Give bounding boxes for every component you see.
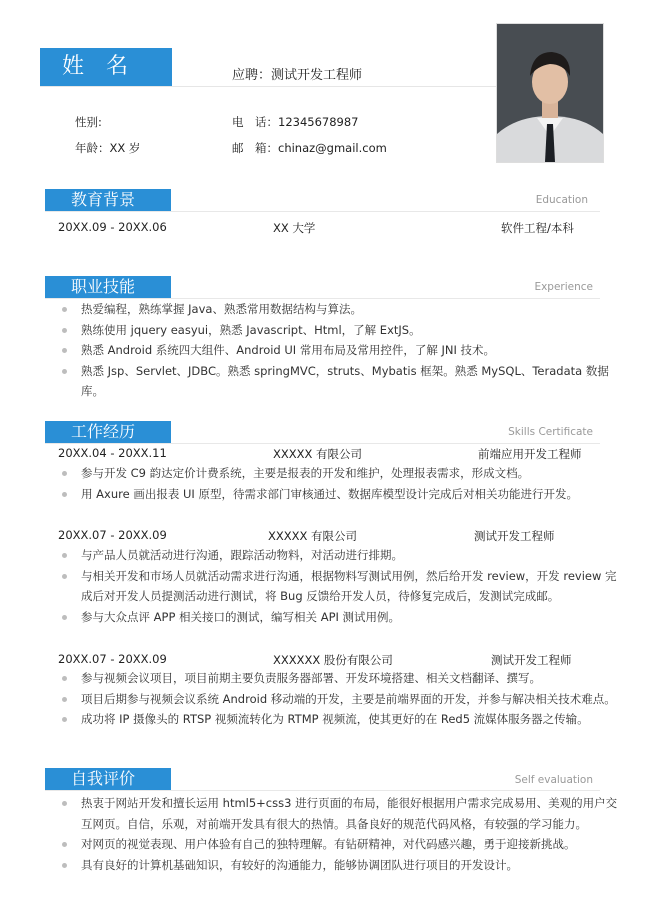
name-banner: [40, 48, 172, 86]
work-divider: [45, 443, 600, 444]
job-role: 测试开发工程师: [474, 529, 555, 543]
self-eval-heading-en: Self evaluation: [514, 774, 593, 786]
job-role: 前端应用开发工程师: [478, 447, 582, 461]
list-item: 成功将 IP 摄像头的 RTSP 视频流转化为 RTMP 视频流，使其更好的在 Red5 流媒体服务器之传输。: [58, 709, 618, 730]
list-item: 熟悉 Jsp、Servlet、JDBC。熟悉 springMVC，struts、Mybatis 框架。熟悉 MySQL、Teradata 数据库。: [58, 361, 618, 402]
list-item: 与产品人员就活动进行沟通，跟踪活动物料，对活动进行排期。: [58, 545, 618, 566]
list-item: 参与视频会议项目，项目前期主要负责服务器部署、开发环境搭建、相关文档翻译、撰写。: [58, 668, 618, 689]
gender-field: 性别:: [75, 115, 102, 129]
list-item: 熟练使用 jquery easyui，熟悉 Javascript、Html，了解 ExtJS。: [58, 320, 618, 341]
education-school: XX 大学: [273, 221, 316, 235]
skills-list: [58, 299, 618, 402]
list-item: 具有良好的计算机基础知识，有较好的沟通能力，能够协调团队进行项目的开发设计。: [58, 855, 618, 876]
email-field: 邮 箱：chinaz@gmail.com: [232, 141, 387, 155]
job-company: XXXXX 有限公司: [268, 529, 358, 543]
profile-photo: [496, 23, 604, 163]
name-text: 姓名: [61, 54, 150, 79]
list-item: 项目后期参与视频会议系统 Android 移动端的开发，主要是前端界面的开发，并参与解决相关技术难点。: [58, 689, 618, 710]
job-company: XXXXXX 股份有限公司: [273, 653, 393, 667]
self-eval-divider: [45, 790, 600, 791]
phone-field: 电 话：12345678987: [232, 115, 359, 129]
self-eval-heading: 自我评价: [45, 768, 171, 790]
list-item: 热衷于网站开发和擅长运用 html5+css3 进行页面的布局，能很好根据用户需求完成易用、美观的用户交互网页。自信，乐观，对前端开发具有很大的热情。具备良好的规范代码风格，有较强的学习能力。: [58, 793, 618, 834]
work-heading: 工作经历: [45, 421, 171, 443]
list-item: 参与开发 C9 韵达定价计费系统，主要是报表的开发和维护，处理报表需求，形成文档。: [58, 463, 618, 484]
work-heading-en: Skills Certificate: [508, 426, 593, 438]
education-period: 20XX.09 - 20XX.06: [58, 220, 167, 234]
education-heading: 教育背景: [45, 189, 171, 211]
education-major: 软件工程/本科: [501, 221, 574, 235]
job-role: 测试开发工程师: [491, 653, 572, 667]
list-item: 用 Axure 画出报表 UI 原型，待需求部门审核通过、数据库模型设计完成后对相关功能进行开发。: [58, 484, 618, 505]
header-divider: [40, 86, 502, 87]
education-divider: [45, 211, 600, 212]
skills-heading-en: Experience: [534, 281, 593, 293]
list-item: 参与大众点评 APP 相关接口的测试，编写相关 API 测试用例。: [58, 607, 618, 628]
list-item: 对网页的视觉表现、用户体验有自己的独特理解。有钻研精神，对代码感兴趣，勇于迎接新挑战。: [58, 834, 618, 855]
job-duties: [58, 668, 618, 730]
skills-heading: 职业技能: [45, 276, 171, 298]
job-period: 20XX.07 - 20XX.09: [58, 652, 167, 666]
job-company: XXXXX 有限公司: [273, 447, 363, 461]
self-eval-list: [58, 793, 618, 875]
job-objective: 应聘：测试开发工程师: [232, 68, 363, 83]
job-period: 20XX.07 - 20XX.09: [58, 528, 167, 542]
list-item: 热爱编程，熟练掌握 Java、熟悉常用数据结构与算法。: [58, 299, 618, 320]
education-heading-en: Education: [535, 194, 588, 206]
job-duties: [58, 463, 618, 504]
age-field: 年龄：XX 岁: [75, 141, 141, 155]
list-item: 与相关开发和市场人员就活动需求进行沟通，根据物料写测试用例，然后给开发 review，开发 review 完成后对开发人员提测活动进行测试，将 Bug 反馈给开发人员，待修复完成后，发测试完成邮。: [58, 566, 618, 607]
list-item: 熟悉 Android 系统四大组件、Android UI 常用布局及常用控件，了解 JNI 技术。: [58, 340, 618, 361]
job-duties: [58, 545, 618, 627]
job-period: 20XX.04 - 20XX.11: [58, 446, 167, 460]
